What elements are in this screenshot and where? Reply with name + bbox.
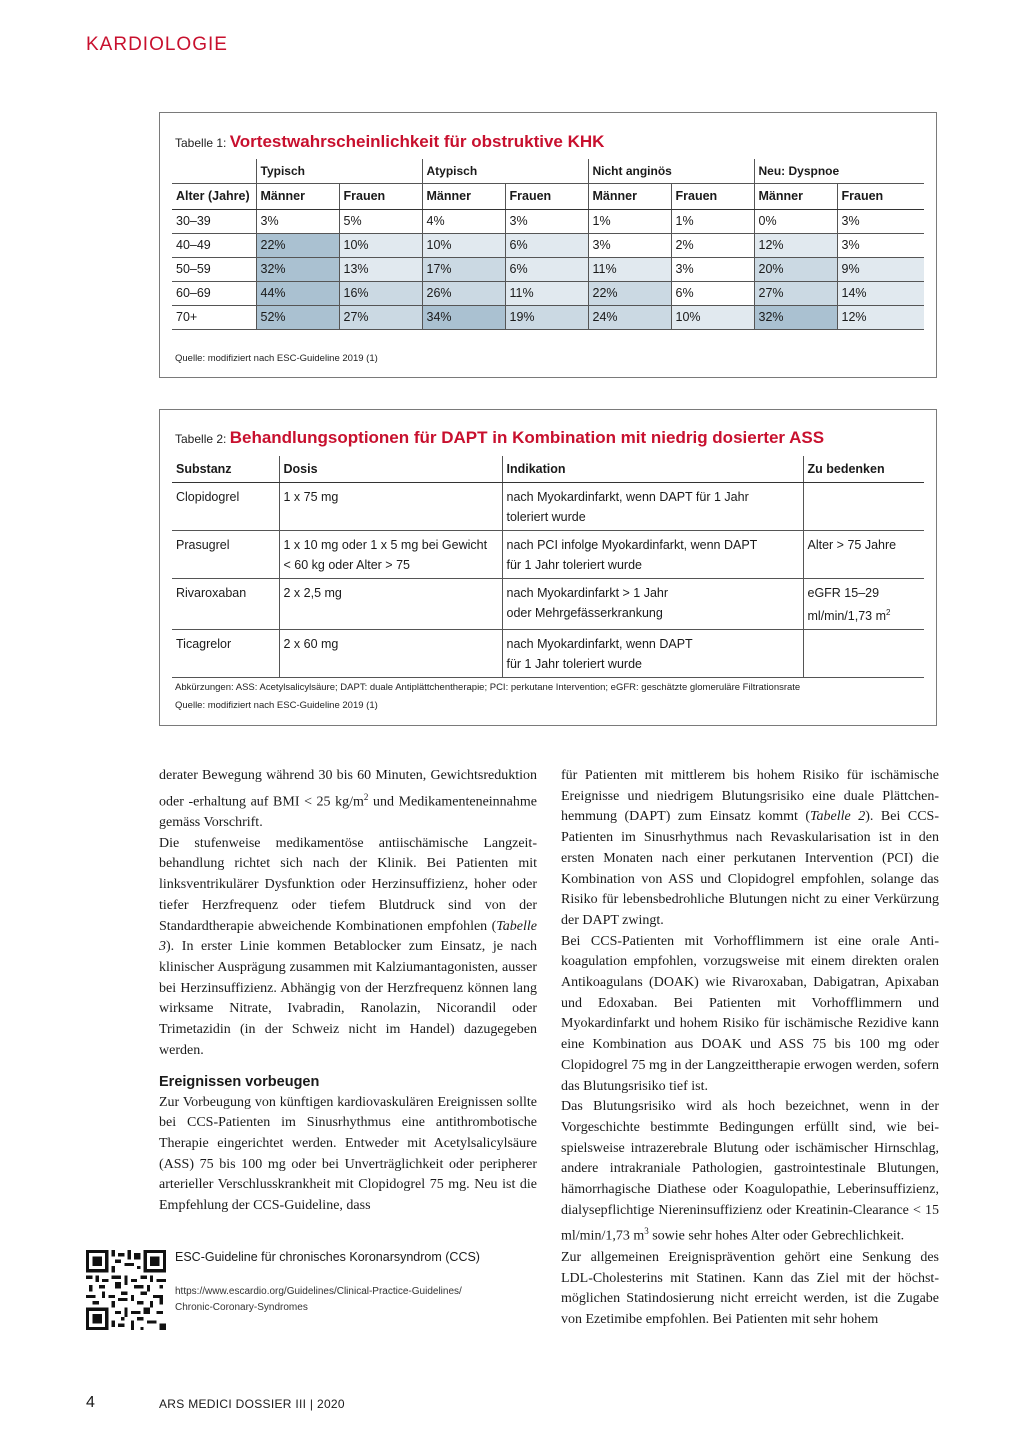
group-typisch: Typisch — [256, 159, 422, 183]
page-number: 4 — [86, 1394, 95, 1411]
group-atypisch: Atypisch — [422, 159, 588, 183]
value-cell: 22% — [256, 233, 339, 257]
section-label: KARDIOLOGIE — [86, 34, 228, 55]
table-row — [172, 578, 924, 629]
indikation-line: oder Mehrgefässerkrankung — [506, 605, 663, 620]
dosis-cell: 2 x 60 mg — [279, 629, 502, 677]
paragraph — [159, 766, 537, 834]
table1-prefix: Tabelle 1: — [175, 136, 227, 150]
text-run: sowie sehr hohes Alter oder Gebrechlichkeit. — [648, 1229, 905, 1245]
value-cell: 34% — [422, 305, 505, 329]
value-cell: 12% — [754, 233, 837, 257]
table1-caption — [175, 132, 604, 152]
value-cell: 32% — [754, 305, 837, 329]
text-run: Die stufenweise medikamentöse antiischämische Langzeitbehandlung richtet sich nach der Klinik. Bei Patienten mit linksventrikulärer Dysfunktion oder Herzinsuffizienz, hoher oder tiefer Herzfrequenz oder tiefem Blutdruck sind von der Standardtherapie abweichende Kombinationen empfohlen ( — [159, 835, 537, 934]
value-cell: 11% — [588, 257, 671, 281]
qr-title: ESC-Guideline für chronisches Koronarsyndrom (CCS) — [175, 1250, 480, 1264]
indikation-line: nach PCI infolge Myokardinfarkt, wenn DAPT — [506, 537, 758, 552]
table2 — [172, 456, 924, 678]
superscript: 2 — [886, 607, 891, 617]
value-cell: 10% — [671, 305, 754, 329]
zu-bedenken-cell — [803, 578, 924, 629]
subheader: Männer — [754, 183, 837, 209]
text-run: und Medikamenteneinnahme gemäss Vorschrift. — [159, 794, 537, 831]
text-run: ). Bei CCS-Patienten im Sinusrhythmus nach Revaskularisation ist in den ersten Monaten nach einer perkutanen Intervention (PCI) die Kombination von ASS und Clopidogrel empfohlen, solange das Risiko für lebensbedrohliche Blutungen nicht zu einer Verkürzung der DAPT zwingt. — [561, 809, 939, 928]
table2-prefix: Tabelle 2: — [175, 432, 227, 446]
header-dosis: Dosis — [279, 456, 502, 482]
superscript: 2 — [363, 791, 369, 802]
zu-bedenken-cell — [803, 482, 924, 530]
paragraph: Bei CCS-Patienten mit Vorhofflimmern ist eine orale Antikoagulation empfohlen, vorzugsweise mit einem direkten oralen Antikoagulans (DOAK) wie Rivaroxaban, Dabigatran, Apixaban und Edoxaban. Bei Patienten mit Vorhofflimmern und Myokardinfarkt und hohem Risiko für ischämische Rezidive kann eine Kombination aus DOAK und ASS 75 bis 100 mg oder Clopidogrel 75 mg in der Langzeittherapie erwogen werden, sofern das Blutungsrisiko tief ist. — [561, 933, 939, 1094]
zu-bedenken-line: eGFR 15–29 — [807, 585, 880, 600]
table2-caption — [175, 428, 824, 448]
subheader: Männer — [588, 183, 671, 209]
table2-abbreviations: Abkürzungen: ASS: Acetylsalicylsäure; DAPT: duale Antiplättchentherapie; PCI: perkutane Intervention; eGFR: geschätzte glomeruläre Filtrationsrate — [175, 682, 801, 693]
value-cell: 10% — [339, 233, 422, 257]
egfr-unit: ml/min/1,73 m — [807, 608, 886, 623]
table-row — [172, 629, 924, 677]
table-reference: Tabelle 2 — [810, 809, 866, 825]
age-cell: 50–59 — [172, 257, 256, 281]
text-run: Das Blutungsrisiko wird als hoch bezeichnet, wenn in der Vorgeschichte bestimmte Bedingungen erfüllt sind, wie beispielsweise intrazerebrale Blutung oder ischämischer Hirnschlag, andere intrakraniale Pathologien, gastrointestinale Blutungen, hämorrhagische Diathese oder Koagulopathie, Leberinsuffizienz, dialysepflichtige Niereninsuffizienz oder Kreatinin-Clearance < 15 ml/min/1,73 m — [561, 1099, 939, 1245]
text-run: derater Bewegung während 30 bis 60 Minuten, Gewichtsreduktion oder -erhaltung auf BMI < 25 kg/m — [159, 768, 537, 810]
value-cell: 1% — [671, 209, 754, 233]
value-cell: 1% — [588, 209, 671, 233]
qr-url-line[interactable]: https://www.escardio.org/Guidelines/Clinical-Practice-Guidelines/ — [175, 1286, 462, 1297]
header-zu-bedenken: Zu bedenken — [803, 456, 924, 482]
indikation-line: nach Myokardinfarkt, wenn DAPT — [506, 636, 693, 651]
body-column-left — [159, 766, 537, 1217]
value-cell: 24% — [588, 305, 671, 329]
dosis-line: < 60 kg oder Alter > 75 — [283, 557, 410, 572]
table-row — [172, 233, 924, 257]
value-cell: 6% — [671, 281, 754, 305]
table2-header — [172, 456, 924, 482]
zu-bedenken-cell — [803, 629, 924, 677]
value-cell: 6% — [505, 233, 588, 257]
paragraph: Zur allgemeinen Ereignisprävention gehört eine Senkung des LDL-Cholesterins mit Statinen. Kann das Ziel mit der höchstmöglichen Statindosierung nicht erreicht werden, ist die Zugabe von Ezetimibe empfohlen. Bei Patienten mit sehr hohem — [561, 1249, 939, 1327]
table1-group-header — [172, 159, 924, 183]
publication-name: ARS MEDICI DOSSIER III | 2020 — [159, 1397, 345, 1411]
indikation-line: nach Myokardinfarkt > 1 Jahr — [506, 585, 669, 600]
value-cell: 19% — [505, 305, 588, 329]
indikation-line: für 1 Jahr toleriert wurde — [506, 557, 642, 572]
group-dyspnoe: Neu: Dyspnoe — [754, 159, 924, 183]
value-cell: 3% — [588, 233, 671, 257]
dosis-cell: 2 x 2,5 mg — [279, 578, 502, 629]
table-row — [172, 482, 924, 530]
age-header: Alter (Jahre) — [172, 183, 256, 209]
table-row — [172, 530, 924, 578]
value-cell: 3% — [256, 209, 339, 233]
value-cell: 3% — [837, 233, 924, 257]
value-cell: 27% — [754, 281, 837, 305]
value-cell: 3% — [671, 257, 754, 281]
indikation-line: für 1 Jahr toleriert wurde — [506, 656, 642, 671]
age-cell: 70+ — [172, 305, 256, 329]
indikation-line: nach Myokardinfarkt, wenn DAPT für 1 Jahr — [506, 489, 749, 504]
subheader: Männer — [422, 183, 505, 209]
value-cell: 12% — [837, 305, 924, 329]
dosis-cell: 1 x 75 mg — [279, 482, 502, 530]
value-cell: 32% — [256, 257, 339, 281]
paragraph: Zur Vorbeugung von künftigen kardiovaskulären Ereignissen sollte bei CCS-Patienten im Sinusrhythmus eine antithrombotische Therapie eingerichtet werden. Entweder mit Acetylsalicylsäure (ASS) 75 bis 100 mg oder bei Unverträglichkeit oder peripherer arterieller Verschlusskrankheit mit Clopidogrel 75 mg. Neu ist die Empfehlung der CCS-Guideline, dass — [159, 1094, 537, 1214]
zu-bedenken-line — [808, 603, 921, 626]
table1-box — [159, 112, 937, 378]
value-cell: 0% — [754, 209, 837, 233]
qr-url-line[interactable]: Chronic-Coronary-Syndromes — [175, 1302, 308, 1313]
substanz-cell: Rivaroxaban — [172, 578, 279, 629]
value-cell: 11% — [505, 281, 588, 305]
qr-url-link[interactable] — [175, 1284, 462, 1316]
value-cell: 13% — [339, 257, 422, 281]
table1-sub-header — [172, 183, 924, 209]
value-cell: 26% — [422, 281, 505, 305]
value-cell: 17% — [422, 257, 505, 281]
table-row — [172, 281, 924, 305]
table-row — [172, 305, 924, 329]
table1-source: Quelle: modifiziert nach ESC-Guideline 2019 (1) — [175, 353, 378, 364]
value-cell: 14% — [837, 281, 924, 305]
text-run: ). In erster Linie kommen Betablocker zum Einsatz, je nach klinischer Ausprägung zusammen mit Kalziumantagonisten, ausser bei Herzinsuffizienz. Abhängig von der Herzfrequenz können lang wirksame Nitrate, Ivabradin, Ranolazin, Nicorandil oder Trimetazidin (in der Schweiz nicht im Handel) dazugegeben werden. — [159, 939, 537, 1058]
body-column-right — [561, 766, 939, 1331]
value-cell: 2% — [671, 233, 754, 257]
table2-source: Quelle: modifiziert nach ESC-Guideline 2019 (1) — [175, 700, 378, 711]
group-nicht-anginoes: Nicht anginös — [588, 159, 754, 183]
value-cell: 3% — [505, 209, 588, 233]
age-cell: 60–69 — [172, 281, 256, 305]
value-cell: 6% — [505, 257, 588, 281]
value-cell: 4% — [422, 209, 505, 233]
zu-bedenken-cell: Alter > 75 Jahre — [803, 530, 924, 578]
table1 — [172, 159, 924, 330]
table-reference: Tabelle 3 — [159, 918, 537, 955]
section-heading: Ereignissen vorbeugen — [159, 1073, 320, 1090]
table1-title: Vortestwahrscheinlichkeit für obstruktive KHK — [229, 132, 605, 151]
age-cell: 40–49 — [172, 233, 256, 257]
dosis-cell — [279, 530, 502, 578]
table2-box — [159, 409, 937, 726]
superscript: 3 — [644, 1226, 649, 1237]
indikation-cell — [502, 578, 803, 629]
value-cell: 10% — [422, 233, 505, 257]
header-indikation: Indikation — [502, 456, 803, 482]
substanz-cell: Ticagrelor — [172, 629, 279, 677]
indikation-cell — [502, 530, 803, 578]
substanz-cell: Prasugrel — [172, 530, 279, 578]
paragraph — [561, 766, 939, 932]
value-cell: 9% — [837, 257, 924, 281]
value-cell: 27% — [339, 305, 422, 329]
value-cell: 20% — [754, 257, 837, 281]
table2-title: Behandlungsoptionen für DAPT in Kombination mit niedrig dosierter ASS — [229, 428, 825, 447]
substanz-cell: Clopidogrel — [172, 482, 279, 530]
value-cell: 44% — [256, 281, 339, 305]
value-cell: 3% — [837, 209, 924, 233]
indikation-cell — [502, 482, 803, 530]
paragraph — [159, 834, 537, 1062]
value-cell: 22% — [588, 281, 671, 305]
text-run: für Patienten mit mittlerem bis hohem Risiko für ischämische Ereignisse und niedrigem Blutungsrisiko eine duale Plättchenhemmung (DAPT) zum Einsatz kommt ( — [561, 768, 939, 825]
qr-code-icon[interactable] — [86, 1250, 166, 1330]
header-substanz: Substanz — [172, 456, 279, 482]
paragraph — [561, 1097, 939, 1248]
subheader: Männer — [256, 183, 339, 209]
table-row — [172, 257, 924, 281]
subheader: Frauen — [837, 183, 924, 209]
value-cell: 5% — [339, 209, 422, 233]
value-cell: 16% — [339, 281, 422, 305]
value-cell: 52% — [256, 305, 339, 329]
table-row — [172, 209, 924, 233]
subheader: Frauen — [505, 183, 588, 209]
indikation-cell — [502, 629, 803, 677]
subheader: Frauen — [671, 183, 754, 209]
age-cell: 30–39 — [172, 209, 256, 233]
dosis-line: 1 x 10 mg oder 1 x 5 mg bei Gewicht — [283, 537, 488, 552]
subheader: Frauen — [339, 183, 422, 209]
indikation-line: toleriert wurde — [506, 509, 586, 524]
